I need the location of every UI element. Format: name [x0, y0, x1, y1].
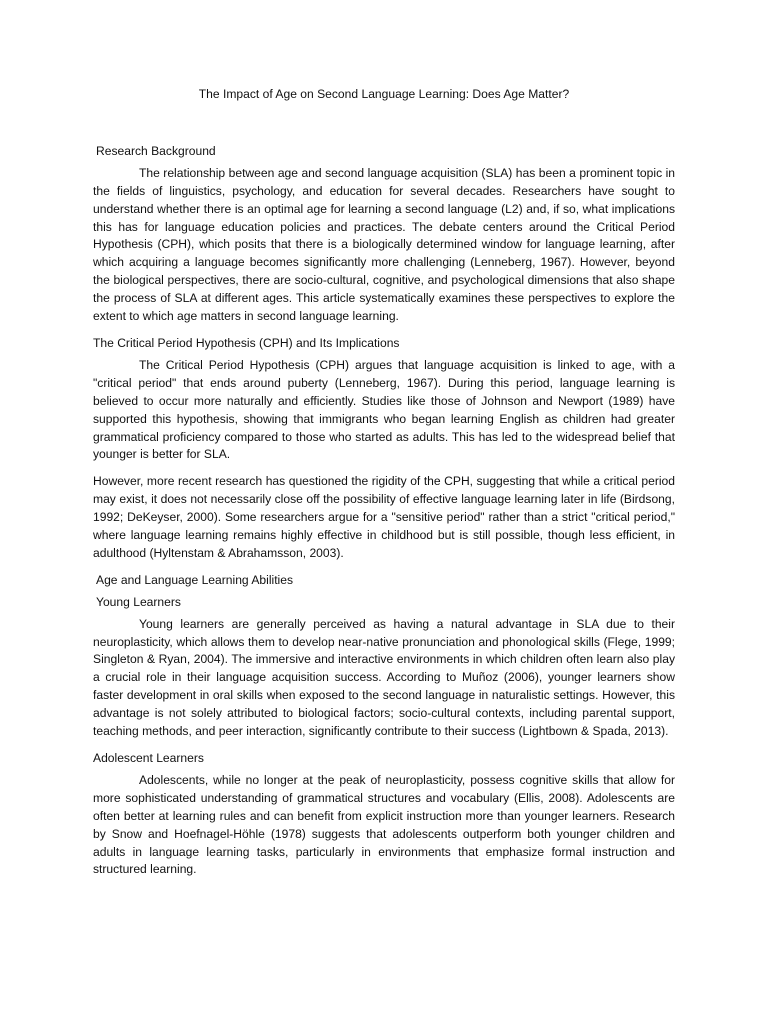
paragraph-young-learners: Young learners are generally perceived as having a natural advantage in SLA due to their neuroplasticity, which allows them to develop near-native pronunciation and phonological skills (Flege, 1999; Singleton & Ryan, 2004). The immersive and interactive environments in which children often learn also play a crucial role in their language acquisition success. According to Muñoz (2006), younger learners show faster development in oral skills when exposed to the second language in naturalistic settings. However, this advantage is not solely attributed to biological factors; socio-cultural contexts, including parental support, teaching methods, and peer interaction, significantly contribute to their success (Lightbown & Spada, 2013). — [93, 616, 675, 739]
document-title: The Impact of Age on Second Language Learning: Does Age Matter? — [198, 87, 570, 101]
heading-young-learners: Young Learners — [96, 594, 181, 609]
heading-age-abilities: Age and Language Learning Abilities — [96, 572, 294, 587]
paragraph-cph-2: However, more recent research has questioned the rigidity of the CPH, suggesting that while a critical period may exist, it does not necessarily close off the possibility of effective language learning later in life (Birdsong, 1992; DeKeyser, 2000). Some researchers argue for a "sensitive period" rather than a strict "critical period," where language learning remains highly effective in childhood but is still possible, though less efficient, in adulthood (Hyltenstam & Abrahamsson, 2003). — [93, 474, 675, 560]
paragraph-research-background: The relationship between age and second language acquisition (SLA) has been a prominent topic in the fields of linguistics, psychology, and education for several decades. Researchers have sought to understand whether there is an optimal age for learning a second language (L2) and, if so, what implications this has for language education policies and practices. The debate centers around the Critical Period Hypothesis (CPH), which posits that there is a biologically determined window for language learning, after which acquiring a language becomes significantly more challenging (Lenneberg, 1967). However, beyond the biological perspectives, there are socio-cultural, cognitive, and psychological dimensions that also shape the process of SLA at different ages. This article systematically examines these perspectives to explore the extent to which age matters in second language learning. — [93, 165, 675, 324]
heading-cph: The Critical Period Hypothesis (CPH) and Its Implications — [93, 335, 400, 350]
heading-adolescent-learners: Adolescent Learners — [93, 751, 204, 765]
paragraph-adolescent-learners: Adolescents, while no longer at the peak of neuroplasticity, possess cognitive skills that allow for more sophisticated understanding of grammatical structures and vocabulary (Ellis, 2008). Adolescents are often better at learning rules and can benefit from explicit instruction more than younger learners. Research by Snow and Hoefnagel-Höhle (1978) suggests that adolescents outperform both younger children and adults in language learning tasks, particularly in environments that emphasize formal instruction and structured learning. — [93, 772, 675, 877]
paragraph-cph-1: The Critical Period Hypothesis (CPH) argues that language acquisition is linked to age, with a "critical period" that ends around puberty (Lenneberg, 1967). During this period, language learning is believed to occur more naturally and efficiently. Studies like those of Johnson and Newport (1989) have supported this hypothesis, showing that immigrants who began learning English as children had greater grammatical proficiency compared to those who started as adults. This has led to the widespread belief that younger is better for SLA. — [93, 357, 675, 462]
heading-research-background: Research Background — [96, 143, 216, 158]
